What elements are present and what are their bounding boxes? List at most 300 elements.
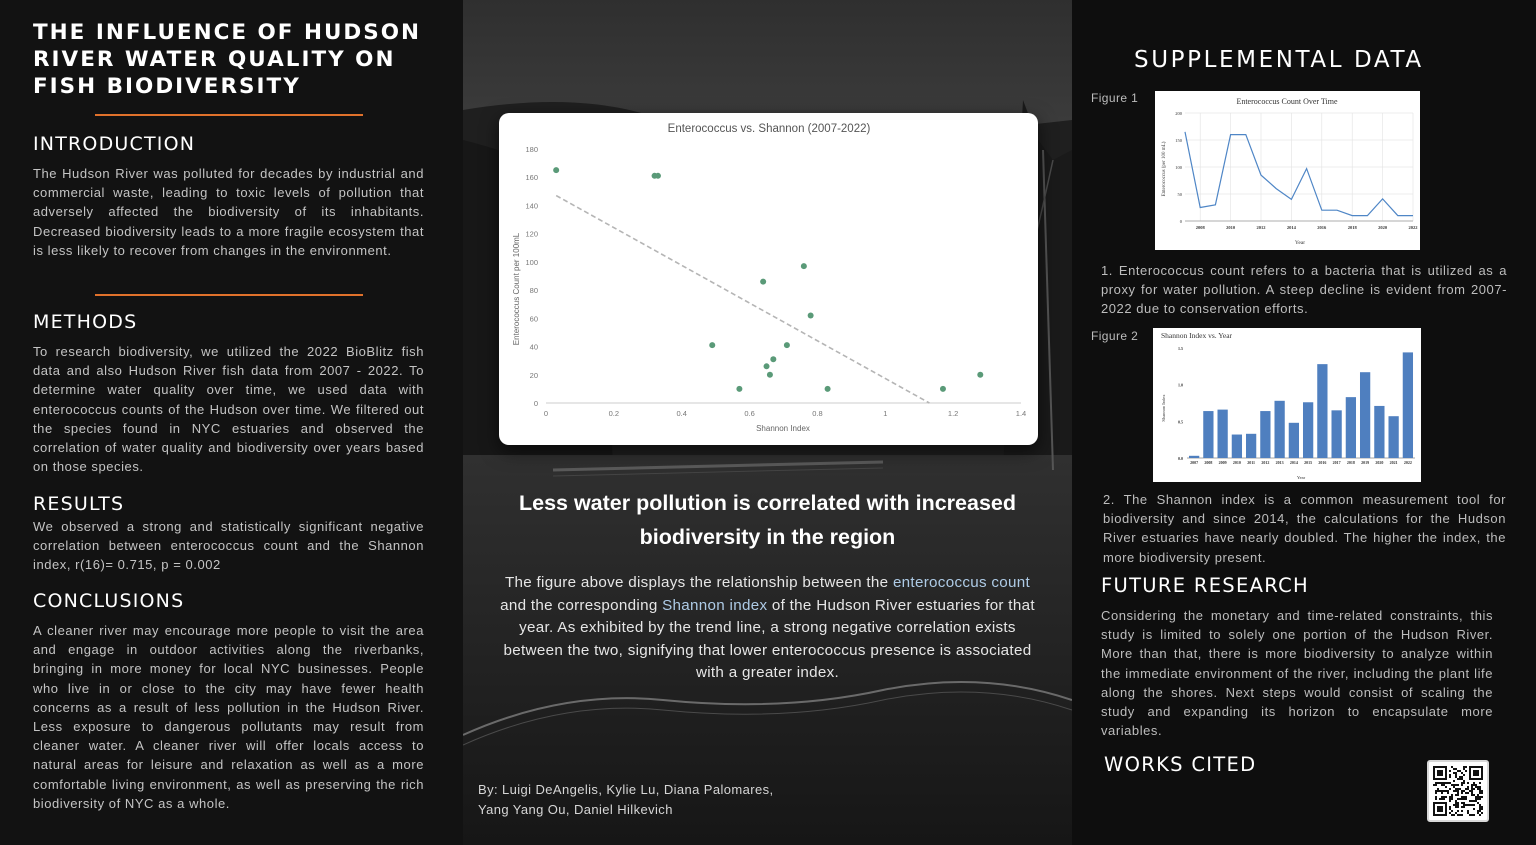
qr-module	[1465, 766, 1467, 768]
qr-module	[1455, 804, 1457, 806]
intro-divider	[95, 294, 363, 296]
bar-chart-bar	[1388, 416, 1398, 458]
works-cited-heading: WORKS CITED	[1104, 753, 1257, 776]
line-chart-x-tick-label: 2016	[1317, 225, 1327, 230]
scatter-y-tick-label: 20	[529, 370, 538, 380]
qr-module	[1479, 808, 1481, 810]
main-scatter-chart-card	[499, 113, 1038, 445]
qr-module	[1441, 790, 1443, 792]
qr-module	[1481, 808, 1483, 810]
qr-module	[1477, 786, 1479, 788]
line-chart-title: Enterococcus Count Over Time	[1236, 97, 1338, 106]
future-research-heading: FUTURE RESEARCH	[1101, 574, 1310, 597]
qr-module	[1475, 784, 1477, 786]
qr-module	[1467, 792, 1469, 794]
introduction-heading: INTRODUCTION	[33, 133, 196, 155]
bar-chart-x-tick-label: 2007	[1190, 460, 1199, 465]
bar-chart-bar	[1260, 411, 1270, 458]
qr-module	[1463, 766, 1465, 768]
qr-module	[1449, 774, 1451, 776]
qr-module	[1471, 800, 1473, 802]
methods-text: To research biodiversity, we utilized the 2022 BioBlitz fish data and also Hudson River fish data from 2007 - 2022. To determine water quality over time, we used data with enterococcus counts of the Hudson over time. We filtered out the species found in NYC estuaries and observed the correlation of water quality and biodiversity over years based on those species.	[33, 344, 424, 475]
qr-module	[1467, 782, 1469, 784]
qr-module	[1445, 786, 1447, 788]
qr-module	[1449, 796, 1451, 798]
scatter-points	[553, 167, 983, 403]
conclusions-text: A cleaner river may encourage more people to visit the area and engage in outdoor activities along the riverbanks, bringing in more money for local NYC businesses. People who live in or close to the city may have fewer health concerns as a result of less pollution in the Hudson River. Less exposure to dangerous pollutants may result from cleaner water. A cleaner river will offer locals access to natural areas for leisure and relaxation as well as a more comfortable living environment, as well as preserving the rich biodiversity of NYC as a whole.	[33, 623, 424, 811]
qr-module	[1439, 798, 1441, 800]
supplemental-heading: SUPPLEMENTAL DATA	[1134, 47, 1424, 73]
qr-module	[1461, 798, 1463, 800]
results-heading: RESULTS	[33, 493, 125, 515]
qr-module	[1449, 770, 1451, 772]
figure-description	[493, 572, 1042, 685]
bar-chart-bar	[1217, 410, 1227, 458]
qr-module	[1473, 814, 1475, 816]
scatter-point	[655, 173, 661, 179]
qr-module	[1449, 788, 1451, 790]
bar-chart-x-tick-label: 2014	[1289, 460, 1298, 465]
qr-module	[1481, 792, 1483, 794]
qr-module	[1435, 784, 1437, 786]
qr-module	[1445, 796, 1447, 798]
qr-module	[1481, 790, 1483, 792]
line-chart-x-tick-label: 2012	[1256, 225, 1266, 230]
qr-module	[1471, 786, 1473, 788]
line-chart-x-tick-label: 2010	[1226, 225, 1236, 230]
scatter-y-tick-label: 120	[525, 229, 538, 239]
qr-module	[1453, 814, 1455, 816]
scatter-point	[760, 279, 766, 285]
qr-module	[1449, 782, 1451, 784]
qr-module	[1479, 804, 1481, 806]
scatter-x-axis-label: Shannon Index	[756, 424, 810, 433]
qr-module	[1461, 790, 1463, 792]
scatter-y-tick-label: 80	[529, 286, 538, 296]
description-part-2: and the corresponding	[500, 596, 663, 614]
qr-module	[1455, 776, 1457, 778]
qr-module	[1451, 810, 1453, 812]
qr-module	[1465, 798, 1467, 800]
line-chart-x-tick-label: 2020	[1378, 225, 1388, 230]
qr-module	[1473, 788, 1475, 790]
scatter-y-tick-label: 40	[529, 342, 538, 352]
line-chart	[1155, 91, 1420, 250]
scatter-x-tick-label: 0.2	[608, 409, 620, 418]
qr-module	[1467, 810, 1469, 812]
qr-module	[1459, 788, 1461, 790]
poster-title: THE INFLUENCE OF HUDSON RIVER WATER QUALITY ON FISH BIODIVERSITY	[33, 20, 422, 99]
qr-module	[1455, 794, 1457, 796]
qr-module	[1463, 798, 1465, 800]
qr-module	[1441, 792, 1443, 794]
qr-module	[1441, 784, 1443, 786]
results-text: We observed a strong and statistically significant negative correlation between enterococcus count and the Shannon index, r(16)= 0.715, p = 0.002	[33, 519, 424, 573]
qr-module	[1457, 788, 1459, 790]
bar-chart-bar	[1346, 397, 1356, 458]
line-chart-y-tick-label: 200	[1175, 111, 1182, 116]
qr-module	[1457, 770, 1459, 772]
qr-module	[1459, 814, 1461, 816]
left-column	[0, 0, 463, 845]
qr-module	[1469, 800, 1471, 802]
qr-module	[1461, 784, 1463, 786]
qr-module	[1441, 782, 1443, 784]
figure2-label: Figure 2	[1091, 329, 1139, 343]
scatter-point	[825, 386, 831, 392]
qr-module	[1477, 794, 1479, 796]
qr-code-icon	[1429, 762, 1487, 820]
line-chart-x-tick-label: 2008	[1195, 225, 1205, 230]
bar-chart-y-tick-label: 0.0	[1178, 456, 1183, 461]
qr-module	[1435, 790, 1437, 792]
qr-module	[1457, 810, 1459, 812]
qr-module	[1473, 804, 1475, 806]
qr-module	[1479, 788, 1481, 790]
bar-chart-x-tick-label: 2016	[1318, 460, 1327, 465]
figure2-caption: 2. The Shannon index is a common measurement tool for biodiversity and since 2014, the calculations for the Hudson River estuaries have nearly doubled. The higher the index, the more biodiversity present.	[1103, 492, 1506, 565]
qr-module	[1435, 796, 1437, 798]
qr-module	[1461, 796, 1463, 798]
future-research-text: Considering the monetary and time-related constraints, this study is limited to solely one portion of the Hudson River. More than that, there is more biodiversity to analyze within the immediate environment of the river, including the plant life along the shores. Next steps would consist of scaling the study and expanding its horizon to encapsulate more variables.	[1101, 608, 1493, 739]
qr-module	[1463, 790, 1465, 792]
qr-module	[1469, 814, 1471, 816]
qr-module	[1453, 772, 1455, 774]
qr-finder-center	[1437, 806, 1443, 812]
bar-chart-bar	[1331, 410, 1341, 458]
qr-module	[1457, 778, 1459, 780]
bar-chart-bar	[1403, 352, 1413, 458]
qr-module	[1457, 814, 1459, 816]
qr-module	[1455, 768, 1457, 770]
qr-module	[1449, 800, 1451, 802]
qr-module	[1473, 794, 1475, 796]
conclusions-heading: CONCLUSIONS	[33, 590, 185, 612]
byline-line-2: Yang Yang Ou, Daniel Hilkevich	[478, 801, 673, 817]
qr-module	[1479, 810, 1481, 812]
line-chart-x-tick-label: 2014	[1286, 225, 1296, 230]
line-chart-series-line	[1185, 132, 1413, 216]
bar-chart-y-label: Shannon Index	[1161, 394, 1166, 422]
qr-module	[1455, 806, 1457, 808]
qr-module	[1457, 794, 1459, 796]
qr-module	[1437, 782, 1439, 784]
qr-module	[1453, 786, 1455, 788]
qr-finder-center	[1437, 770, 1443, 776]
qr-module	[1475, 800, 1477, 802]
figure1-caption: 1. Enterococcus count refers to a bacteria that is utilized as a proxy for water pollution. A steep decline is evident from 2007-2022 due to conservation efforts.	[1101, 263, 1507, 317]
qr-module	[1459, 798, 1461, 800]
qr-module	[1461, 810, 1463, 812]
bar-chart-x-tick-label: 2011	[1247, 460, 1256, 465]
qr-finder-center	[1473, 770, 1479, 776]
figure1-label: Figure 1	[1091, 91, 1139, 105]
bar-chart-x-tick-label: 2008	[1204, 460, 1213, 465]
bar-chart-x-label: Year	[1296, 475, 1306, 480]
bar-chart-y-tick-label: 1.5	[1178, 346, 1183, 351]
methods-heading: METHODS	[33, 311, 138, 333]
qr-module	[1473, 782, 1475, 784]
line-chart-x-label: Year	[1294, 240, 1306, 246]
bar-chart-x-tick-label: 2019	[1361, 460, 1370, 465]
bar-chart-x-tick-label: 2022	[1403, 460, 1412, 465]
qr-module	[1451, 814, 1453, 816]
qr-module	[1461, 778, 1463, 780]
qr-module	[1433, 784, 1435, 786]
qr-module	[1463, 780, 1465, 782]
line-chart-y-tick-label: 50	[1177, 192, 1182, 197]
bar-chart-x-tick-label: 2012	[1261, 460, 1270, 465]
bar-chart-x-tick-label: 2017	[1332, 460, 1341, 465]
qr-module	[1479, 814, 1481, 816]
middle-column	[463, 0, 1072, 845]
scatter-x-tick-label: 0.8	[812, 409, 823, 418]
qr-module	[1459, 770, 1461, 772]
qr-module	[1459, 778, 1461, 780]
scatter-x-tick-label: 1.2	[947, 409, 959, 418]
qr-module	[1463, 806, 1465, 808]
qr-module	[1467, 804, 1469, 806]
qr-module	[1455, 784, 1457, 786]
figure2-bar-chart-box	[1153, 328, 1421, 482]
qr-module	[1447, 792, 1449, 794]
qr-module	[1445, 782, 1447, 784]
qr-module	[1473, 784, 1475, 786]
qr-module	[1477, 796, 1479, 798]
qr-module	[1441, 796, 1443, 798]
qr-module	[1471, 794, 1473, 796]
bar-chart-x-tick-label: 2021	[1389, 460, 1398, 465]
qr-module	[1455, 800, 1457, 802]
scatter-point	[764, 363, 770, 369]
bar-chart-x-tick-label: 2020	[1375, 460, 1384, 465]
qr-module	[1473, 800, 1475, 802]
qr-module	[1463, 804, 1465, 806]
qr-module	[1451, 798, 1453, 800]
authors-byline	[478, 780, 818, 819]
qr-module	[1445, 790, 1447, 792]
scatter-y-tick-label: 60	[529, 314, 538, 324]
bar-chart-y-tick-label: 0.5	[1178, 419, 1183, 425]
qr-module	[1481, 796, 1483, 798]
qr-module	[1479, 798, 1481, 800]
line-chart-grid	[1175, 111, 1418, 230]
line-chart-y-tick-label: 150	[1175, 138, 1182, 143]
qr-module	[1443, 790, 1445, 792]
scatter-point	[808, 313, 814, 319]
qr-module	[1453, 804, 1455, 806]
scatter-ticks	[525, 145, 1026, 418]
qr-module	[1471, 804, 1473, 806]
qr-module	[1465, 796, 1467, 798]
qr-module	[1457, 802, 1459, 804]
works-cited-qr-code[interactable]	[1427, 760, 1489, 822]
scatter-point	[770, 356, 776, 362]
qr-module	[1479, 790, 1481, 792]
qr-module	[1465, 788, 1467, 790]
qr-module	[1443, 782, 1445, 784]
bar-chart-bar	[1374, 406, 1384, 458]
scatter-y-tick-label: 140	[525, 201, 538, 211]
description-part-3: of the Hudson River estuaries for that year. As exhibited by the trend line, a strong negative correlation exists between the two, signifying that lower enterococcus presence is associated with a greater index.	[503, 596, 1035, 681]
line-chart-series	[1185, 132, 1413, 216]
qr-module	[1475, 798, 1477, 800]
qr-module	[1457, 804, 1459, 806]
qr-module	[1453, 768, 1455, 770]
qr-module	[1449, 776, 1451, 778]
qr-module	[1435, 792, 1437, 794]
byline-line-1: By: Luigi DeAngelis, Kylie Lu, Diana Palomares,	[478, 782, 774, 797]
description-part-1: The figure above displays the relationship between the	[504, 574, 893, 591]
qr-module	[1461, 806, 1463, 808]
qr-module	[1471, 790, 1473, 792]
qr-module	[1461, 772, 1463, 774]
qr-module	[1461, 792, 1463, 794]
qr-module	[1465, 804, 1467, 806]
qr-module	[1471, 792, 1473, 794]
scatter-point	[784, 342, 790, 348]
key-finding-headline: Less water pollution is correlated with increased biodiversity in the region	[518, 491, 1017, 549]
bar-chart-bars	[1189, 352, 1413, 465]
qr-module	[1471, 788, 1473, 790]
scatter-point	[709, 342, 715, 348]
qr-module	[1465, 792, 1467, 794]
scatter-point	[767, 372, 773, 378]
qr-module	[1449, 808, 1451, 810]
scatter-y-axis-label: Enterococcus Count per 100mL	[512, 232, 521, 346]
qr-module	[1451, 794, 1453, 796]
qr-module	[1457, 792, 1459, 794]
qr-module	[1465, 770, 1467, 772]
qr-module	[1477, 810, 1479, 812]
introduction-text: The Hudson River was polluted for decades by industrial and commercial waste, leading to toxic levels of pollution that adversely affected the biodiversity of its inhabitants. Decreased biodiversity leads to a more fragile ecosystem that is less likely to recover from changes in the environment.	[33, 166, 424, 258]
qr-module	[1453, 790, 1455, 792]
qr-module	[1457, 798, 1459, 800]
qr-module	[1479, 786, 1481, 788]
qr-module	[1461, 776, 1463, 778]
qr-module	[1475, 786, 1477, 788]
qr-module	[1441, 798, 1443, 800]
qr-module	[1455, 772, 1457, 774]
scatter-x-tick-label: 1	[883, 409, 888, 418]
qr-module	[1457, 806, 1459, 808]
bar-chart-title: Shannon Index vs. Year	[1161, 331, 1233, 340]
qr-module	[1463, 774, 1465, 776]
scatter-x-tick-label: 1.4	[1015, 409, 1027, 418]
bar-chart-x-tick-label: 2018	[1346, 460, 1355, 465]
qr-module	[1473, 808, 1475, 810]
scatter-x-tick-label: 0.6	[744, 409, 755, 418]
qr-module	[1461, 802, 1463, 804]
line-chart-x-tick-label: 2022	[1408, 225, 1418, 230]
scatter-x-tick-label: 0.4	[676, 409, 687, 418]
qr-module	[1469, 804, 1471, 806]
qr-module	[1475, 796, 1477, 798]
qr-module	[1455, 812, 1457, 814]
qr-module	[1471, 784, 1473, 786]
qr-module	[1437, 788, 1439, 790]
scatter-chart-title: Enterococcus vs. Shannon (2007-2022)	[667, 123, 871, 135]
qr-module	[1447, 782, 1449, 784]
qr-module	[1449, 812, 1451, 814]
qr-module	[1449, 798, 1451, 800]
bar-chart-x-tick-label: 2013	[1275, 460, 1284, 465]
enterococcus-count-highlight: enterococcus count	[892, 574, 1031, 591]
qr-module	[1461, 782, 1463, 784]
bar-chart-bar	[1360, 372, 1370, 458]
qr-module	[1435, 782, 1437, 784]
qr-module	[1463, 796, 1465, 798]
bar-chart-bar	[1203, 411, 1213, 458]
qr-module	[1467, 786, 1469, 788]
scatter-chart	[499, 113, 1038, 445]
scatter-point	[801, 263, 807, 269]
qr-module	[1455, 802, 1457, 804]
bar-chart-bar	[1246, 434, 1256, 458]
qr-module	[1455, 774, 1457, 776]
scatter-point	[977, 372, 983, 378]
qr-module	[1451, 784, 1453, 786]
qr-module	[1481, 806, 1483, 808]
qr-module	[1439, 782, 1441, 784]
scatter-trendline	[556, 196, 929, 403]
qr-module	[1453, 784, 1455, 786]
line-chart-y-tick-label: 0	[1179, 219, 1182, 224]
qr-module	[1455, 788, 1457, 790]
scatter-point	[940, 386, 946, 392]
qr-module	[1477, 798, 1479, 800]
qr-module	[1447, 790, 1449, 792]
shannon-index-highlight: Shannon index	[662, 596, 768, 614]
qr-module	[1461, 814, 1463, 816]
bar-chart-x-tick-label: 2015	[1304, 460, 1313, 465]
qr-module	[1477, 812, 1479, 814]
qr-module	[1479, 806, 1481, 808]
scatter-y-tick-label: 160	[525, 173, 538, 183]
scatter-point	[553, 167, 559, 173]
qr-module	[1467, 788, 1469, 790]
bar-chart-bar	[1303, 402, 1313, 458]
bar-chart-bar	[1289, 423, 1299, 458]
qr-module	[1439, 790, 1441, 792]
line-chart-y-tick-label: 100	[1175, 165, 1182, 170]
qr-module	[1443, 784, 1445, 786]
qr-module	[1443, 796, 1445, 798]
qr-module	[1451, 766, 1453, 768]
bar-chart-bar	[1317, 364, 1327, 458]
scatter-x-tick-label: 0	[543, 409, 549, 418]
qr-module	[1479, 796, 1481, 798]
qr-module	[1477, 802, 1479, 804]
qr-module	[1455, 790, 1457, 792]
qr-module	[1471, 814, 1473, 816]
bar-chart-bar	[1274, 401, 1284, 458]
bar-chart-bar	[1232, 435, 1242, 458]
bar-chart-y-tick-label: 1.0	[1178, 382, 1183, 388]
right-column	[1072, 0, 1536, 845]
qr-module	[1463, 768, 1465, 770]
line-chart-y-label: Enterococcus (per 100 mL)	[1162, 141, 1167, 197]
qr-module	[1437, 790, 1439, 792]
qr-module	[1481, 812, 1483, 814]
scatter-point	[736, 386, 742, 392]
qr-module	[1453, 780, 1455, 782]
figure1-line-chart-box	[1155, 91, 1420, 250]
qr-module	[1463, 782, 1465, 784]
qr-module	[1463, 802, 1465, 804]
scatter-y-tick-label: 100	[525, 257, 538, 267]
qr-module	[1435, 798, 1437, 800]
